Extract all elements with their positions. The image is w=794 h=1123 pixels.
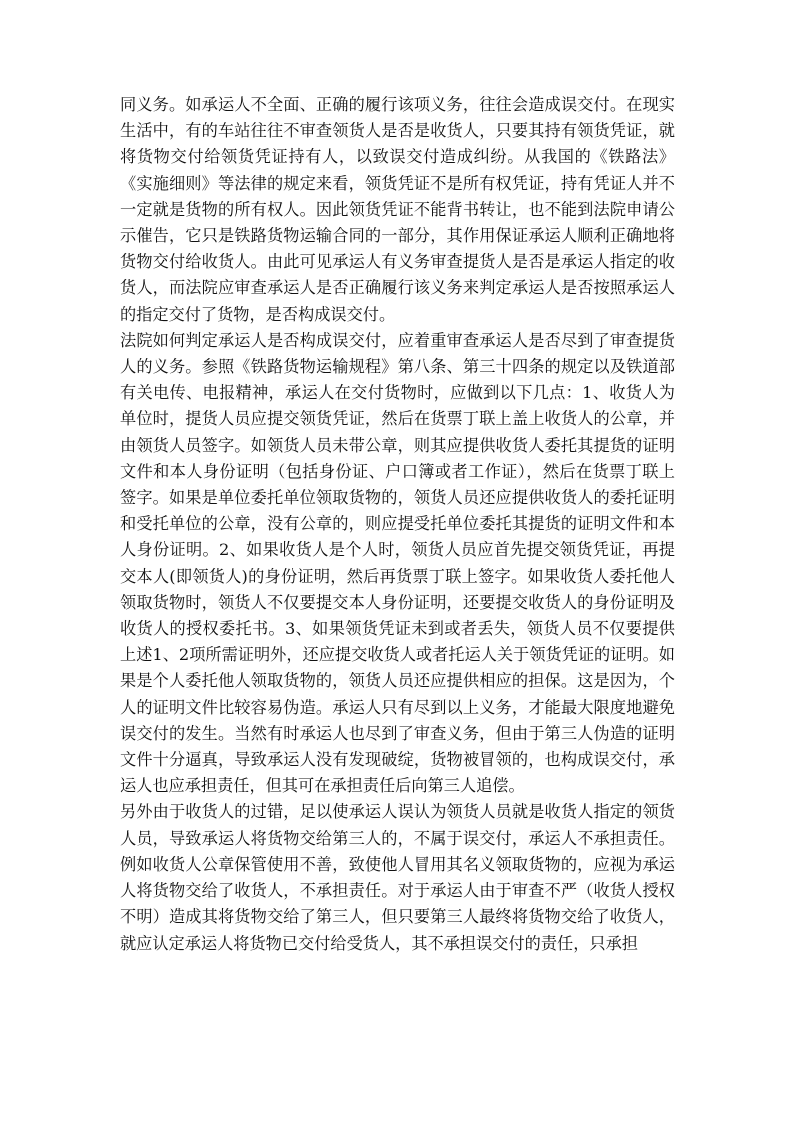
paragraph-3: 另外由于收货人的过错，足以使承运人误认为领货人员就是收货人指定的领货人员，导致承运人将货物交给第三人的，不属于误交付，承运人不承担责任。例如收货人公章保管使用不善，致使他人冒用其名义领取货物的，应视为承运人将货物交给了收货人，不承担责任。对于承运人由于审查不严（收货人授权不明）造成其将货物交给了第三人，但只要第三人最终将货物交给了收货人，就应认定承运人将货物已交付给受货人，其不承担误交付的责任，只承担	[120, 802, 675, 953]
document-body	[120, 92, 675, 957]
paragraph-2: 法院如何判定承运人是否构成误交付，应着重审查承运人是否尽到了审查提货人的义务。参照《铁路货物运输规程》第八条、第三十四条的规定以及铁道部有关电传、电报精神，承运人在交付货物时，应做到以下几点：1、收货人为单位时，提货人员应提交领货凭证，然后在货票丁联上盖上收货人的公章，并由领货人员签字。如领货人员未带公章，则其应提供收货人委托其提货的证明文件和本人身份证明（包括身份证、户口簿或者工作证），然后在货票丁联上签字。如果是单位委托单位领取货物的，领货人员还应提供收货人的委托证明和受托单位的公章，没有公章的，则应提受托单位委托其提货的证明文件和本人身份证明。2、如果收货人是个人时，领货人员应首先提交领货凭证，再提交本人(即领货人)的身份证明，然后再货票丁联上签字。如果收货人委托他人领取货物时，领货人不仅要提交本人身份证明，还要提交收货人的身份证明及收货人的授权委托书。3、如果领货凭证未到或者丢失，领货人员不仅要提供上述1、2项所需证明外，还应提交收货人或者托运人关于领货凭证的证明。如果是个人委托他人领取货物的，领货人员还应提供相应的担保。这是因为，个人的证明文件比较容易伪造。承运人只有尽到以上义务，才能最大限度地避免误交付的发生。当然有时承运人也尽到了审查义务，但由于第三人伪造的证明文件十分逼真，导致承运人没有发现破绽，货物被冒领的，也构成误交付，承运人也应承担责任，但其可在承担责任后向第三人追偿。	[120, 330, 675, 796]
paragraph-1: 同义务。如承运人不全面、正确的履行该项义务，往往会造成误交付。在现实生活中，有的车站往往不审查领货人是否是收货人，只要其持有领货凭证，就将货物交付给领货凭证持有人，以致误交付造成纠纷。从我国的《铁路法》《实施细则》等法律的规定来看，领货凭证不是所有权凭证，持有凭证人并不一定就是货物的所有权人。因此领货凭证不能背书转让，也不能到法院申请公示催告，它只是铁路货物运输合同的一部分，其作用保证承运人顺利正确地将货物交付给收货人。由此可见承运人有义务审查提货人是否是承运人指定的收货人，而法院应审查承运人是否正确履行该义务来判定承运人是否按照承运人的指定交付了货物，是否构成误交付。	[120, 95, 675, 324]
